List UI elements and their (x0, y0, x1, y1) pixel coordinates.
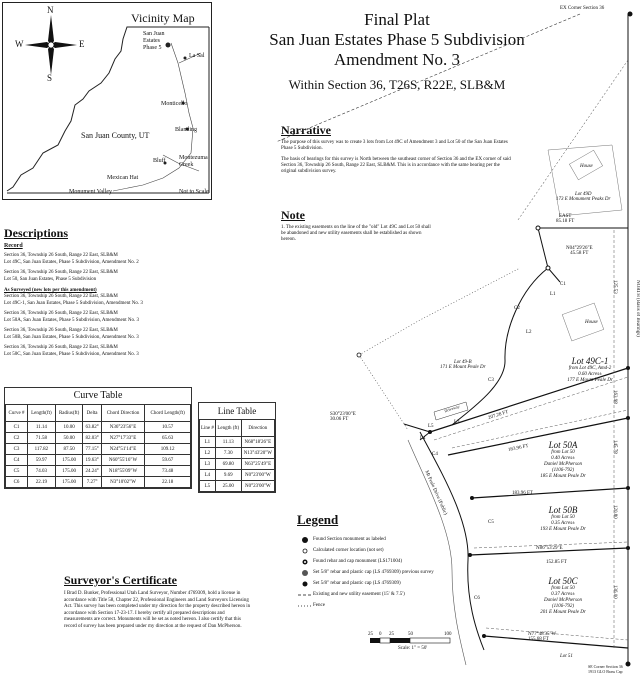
surveyor-certificate (64, 573, 254, 630)
table-cell: 82.03° (83, 433, 101, 444)
scale-tick: 25 (368, 632, 373, 637)
legend-text: Set 5/8" rebar and plastic cap (LS 4769309) previous survey (313, 570, 434, 575)
table-cell: L5 (200, 481, 216, 492)
surveyor-heading: Surveyor's Certificate (64, 573, 177, 587)
line-label: L4 (420, 436, 426, 441)
compass-e: E (79, 39, 85, 49)
vicinity-monticello: Monticello (161, 101, 188, 107)
curve-table-title: Curve Table (73, 390, 123, 401)
surveyed-description: Section 36, Township 26 South, Range 22 East, SLB&M Lot 50B, San Juan Estates, Phase 5 Subdivision, Amendment No. 3 (4, 328, 139, 340)
table-cell: 25.00 (215, 481, 241, 492)
line-header: Length (ft) (215, 420, 241, 437)
line-header: Direction (241, 420, 274, 437)
vicinity-monument-valley: Monument Valley (69, 189, 113, 195)
table-cell: 19.63° (83, 455, 101, 466)
table-cell: 175.00 (55, 455, 83, 466)
curve-label: C2 (514, 306, 520, 311)
legend-text: Found rebar and cap monument (LS171004) (313, 559, 403, 564)
vicinity-blanding: Blanding (175, 127, 197, 133)
lot-50a-title: Lot 50A (548, 440, 578, 450)
table-cell: 71.58 (27, 433, 55, 444)
line-label: L5 (428, 424, 434, 429)
table-cell: 10.57 (145, 422, 191, 433)
narrative-heading: Narrative (281, 123, 331, 137)
lot-49c1-title: Lot 49C-1 (571, 356, 609, 366)
table-cell: C6 (6, 477, 28, 488)
narrative-paragraph: The purpose of this survey was to create 3 lots from Lot 49C of Amendment 3 and Lot 50 of the San Juan Estates Phase 5 Subdivision. (281, 140, 508, 151)
compass-w: W (15, 39, 24, 49)
north-basis-label: NORTH (Basis of Bearings) (635, 280, 640, 337)
plat-subdivision: San Juan Estates Phase 5 Subdivision (269, 30, 525, 49)
table-cell: 175.00 (55, 466, 83, 477)
table-cell: 11.13 (215, 437, 241, 448)
lot-51-label: Lot 51 (560, 654, 573, 659)
table-cell: 22.18 (145, 477, 191, 488)
legend-item (297, 578, 472, 589)
found-rebar-icon (301, 558, 309, 566)
table-cell: C5 (6, 466, 28, 477)
table-cell: 77.15° (83, 444, 101, 455)
lot-50a-detail: from Lot 50 0.40 Acres± Daniel McPherson (1106-792) 185 E Mount Peale Dr (540, 450, 586, 479)
easement-line-icon (298, 592, 312, 598)
vicinity-scale-note: Not to Scale (179, 189, 209, 195)
line-label: L3 (454, 420, 460, 425)
legend-text: Existing and new utility easement (15' & 7.5') (313, 592, 405, 597)
s30-call-label: S30°23'00"E 30.06 FT (330, 412, 356, 422)
east-dim-label: 163.98 (612, 390, 617, 404)
east-call-label: EAST 85.18 FT (556, 214, 575, 224)
lot-50c-title: Lot 50C (548, 576, 578, 586)
legend-item (297, 556, 472, 567)
table-cell: 109.12 (145, 444, 191, 455)
note-heading: Note (281, 208, 305, 222)
line-header: Line # (200, 420, 216, 437)
scale-tick: 0 (379, 632, 382, 637)
table-cell: 59.97 (27, 455, 55, 466)
plat-location: Within Section 36, T26S, R22E, SLB&M (288, 77, 506, 92)
descriptions-heading: Descriptions (4, 226, 68, 240)
table-cell: N0°23'00"W (241, 481, 274, 492)
table-cell: 63.82° (83, 422, 101, 433)
table-cell: 24.24° (83, 466, 101, 477)
driveway-label: Driveway (443, 403, 461, 414)
vicinity-la-sal: La Sal (189, 53, 205, 59)
table-cell: N60°55'16"W (101, 455, 145, 466)
table-cell: 69.80 (215, 459, 241, 470)
line-label: L2 (526, 330, 532, 335)
vicinity-map-title: Vicinity Map (131, 11, 195, 25)
set-rebar-previous-icon (301, 569, 309, 577)
table-cell: 117.82 (27, 444, 55, 455)
scale-tick: 25 (389, 632, 394, 637)
table-cell: C1 (6, 422, 28, 433)
curve-header: Chord Direction (101, 405, 145, 422)
vicinity-county: San Juan County, UT (81, 131, 150, 140)
house-label: House (580, 164, 593, 169)
table-cell: C4 (6, 455, 28, 466)
curve-label: C3 (488, 378, 494, 383)
table-cell: N24°51'14"E (101, 444, 145, 455)
curve-label: C5 (488, 520, 494, 525)
lot-50b-label (524, 505, 602, 533)
table-cell: C3 (6, 444, 28, 455)
lot-50b-title: Lot 50B (548, 505, 578, 515)
plat-amendment: Amendment No. 3 (333, 50, 461, 69)
lot-49b-label: Lot 49-B 171 E Mount Peale Dr (440, 360, 486, 370)
curve-header: Curve # (6, 405, 28, 422)
section-monument-icon (628, 12, 633, 17)
curve-label: C4 (432, 452, 438, 457)
legend-text: Fence (313, 603, 325, 608)
table-cell: N3°10'02"W (101, 477, 145, 488)
record-heading: Record (4, 243, 23, 249)
table-cell: 73.48 (145, 466, 191, 477)
table-cell: L3 (200, 459, 216, 470)
vicinity-mexican-hat: Mexican Hat (107, 175, 139, 181)
table-cell: L2 (200, 448, 216, 459)
table-cell: N13°43'20"W (241, 448, 274, 459)
curve-header: Radius(ft) (55, 405, 83, 422)
east-dim-label: 136.00 (612, 585, 617, 599)
table-cell: 22.19 (27, 477, 55, 488)
legend-heading: Legend (297, 512, 339, 527)
set-rebar-icon (301, 580, 309, 588)
surveyed-description: Section 36, Township 26 South, Range 22 East, SLB&M Lot 50C, San Juan Estates, Phase 5 Subdivision, Amendment No. 3 (4, 345, 139, 357)
legend-item (297, 567, 472, 578)
vicinity-project-label: San Juan Estates Phase 5 (143, 31, 165, 51)
legend-item (297, 545, 472, 556)
legend-text: Set 5/8" rebar and plastic cap (LS 4769309) (313, 581, 401, 586)
table-cell: 7.30 (215, 448, 241, 459)
scale-label: Scale: 1" = 50' (398, 646, 428, 651)
table-cell: 50.00 (55, 433, 83, 444)
curve-label: C6 (474, 596, 480, 601)
lot-49c1-label (550, 356, 630, 384)
table-cell: N27°17'33"E (101, 433, 145, 444)
record-description: Section 36, Township 26 South, Range 22 East, SLB&M Lot 50, San Juan Estates, Phase 5 Subdivision (4, 270, 118, 282)
table-cell: 11.14 (27, 422, 55, 433)
vicinity-montezuma: Montezuma Creek (179, 155, 208, 168)
table-cell: N36°23'56"E (101, 422, 145, 433)
lot-50b-detail: from Lot 50 0.35 Acres± 193 E Mount Peale Dr (540, 515, 586, 532)
table-cell: N68°18'26"E (241, 437, 274, 448)
table-cell: 9.69 (215, 470, 241, 481)
house-label: House (585, 320, 598, 325)
table-cell: L4 (200, 470, 216, 481)
road-label: Mt Peale Drive (Public) (423, 470, 448, 516)
line-label: L1 (550, 292, 556, 297)
table-cell: 10.00 (55, 422, 83, 433)
line-table-title: Line Table (217, 406, 257, 416)
legend-text: Calculated corner location (not set) (313, 548, 384, 553)
table-cell: N63°25'49"E (241, 459, 274, 470)
east-dim-label: 120.80 (612, 505, 617, 519)
boundary-call-label: 183.96 FT (512, 491, 533, 496)
east-dim-label: 125.53 (612, 280, 617, 294)
table-cell: N18°55'09"W (101, 466, 145, 477)
lot-50a-label (524, 440, 602, 480)
table-cell: 59.67 (145, 455, 191, 466)
lot-50c-label (524, 576, 602, 616)
legend (297, 512, 472, 611)
lot-49c1-detail: from Lot 49C, Amd-2 0.60 Acres± 177 E Mount Peale Dr (567, 366, 613, 383)
surveyed-description: Section 36, Township 26 South, Range 22 East, SLB&M Lot 49C-1, San Juan Estates, Phase 5 Subdivision, Amendment No. 3 (4, 294, 143, 306)
curve-header: Delta (83, 405, 101, 422)
note-paragraph: 1. The existing easements on the line of the "old" Lot 49C and Lot 50 shall be abandoned and new utility easements shall be established as shown hereon. (281, 225, 431, 242)
record-description: Section 36, Township 26 South, Range 22 East, SLB&M Lot 49C, San Juan Estates, Phase 5 Subdivision, Amendment No. 2 (4, 253, 139, 265)
table-cell: 65.63 (145, 433, 191, 444)
boundary-call-label: 207.28 FT (487, 409, 510, 422)
vicinity-bluff: Bluff (153, 158, 166, 164)
compass-s: S (47, 73, 53, 83)
narrative-paragraph: The basis of bearings for this survey is North between the southeast corner of Section 36 and the EX corner of said Section 36, Township 26 South, Range 22 East, SLB&M. This is in accordance with the same bearing per the original subdivision survey. (281, 157, 511, 174)
n86-call-label: N86°53'29"E (536, 546, 563, 551)
surveyed-heading: As Surveyed (new lots per this amendment) (4, 288, 97, 293)
table-cell: C2 (6, 433, 28, 444)
scale-bar (370, 638, 450, 643)
surveyor-text: I Brad D. Bunker, Professional Utah Land Surveyor, Number 4769309, hold a license in accordance with Title 58, Chapter 22, Professional Engineers and Land Surveyors Licensing Act. This survey has been completed under my direction for the property described hereon in accordance with Section 17-23-17. I hereby certify all prepared descriptions and measurements are correct. Monuments will be set as noted hereon. I also certify that this record of survey has been prepared under my direction at the request of Dan McPherson. (64, 591, 251, 629)
section-monument-icon (301, 536, 309, 544)
surveyed-description: Section 36, Township 26 South, Range 22 East, SLB&M Lot 50A, San Juan Estates, Phase 5 Subdivision, Amendment No. 3 (4, 311, 139, 323)
table-cell: 74.03 (27, 466, 55, 477)
east-dim-label: 145.78 (612, 440, 617, 454)
n86-dist-label: 152.85 FT (546, 560, 567, 565)
legend-item (297, 600, 472, 611)
scale-tick: 50 (408, 632, 413, 637)
table-cell: 175.00 (55, 477, 83, 488)
legend-item (297, 534, 472, 545)
curve-header: Chord Length(ft) (145, 405, 191, 422)
boundary-call-label: 183.96 FT (507, 443, 530, 454)
ex-corner-label: EX Corner Section 36 (560, 6, 605, 11)
plat-title: Final Plat (364, 10, 430, 29)
calculated-corner-icon (301, 547, 309, 555)
scale-tick: 100 (444, 632, 452, 637)
n77-call-label: N77°48'35"W 155.68 FT (528, 632, 557, 642)
lot-50c-detail: from Lot 50 0.37 Acres± Daniel McPherson (1106-792) 201 E Mount Peale Dr (540, 586, 586, 615)
n04-call-label: N04°29'26"E 45.58 FT (566, 246, 593, 256)
fence-line-icon (298, 603, 312, 609)
table-cell: L1 (200, 437, 216, 448)
lot-49d-label: Lot 49D 173 E Monument Peaks Dr (556, 192, 611, 202)
section-monument-icon (626, 662, 631, 667)
compass-n: N (47, 5, 54, 15)
table-cell: 87.50 (55, 444, 83, 455)
table-cell: 7.27° (83, 477, 101, 488)
se-corner-label: SE Corner Section 36 1913 GLO Brass Cap (588, 664, 623, 674)
legend-text: Found Section monument as labeled (313, 537, 386, 542)
legend-item (297, 589, 472, 600)
table-cell: N0°23'00"W (241, 470, 274, 481)
curve-header: Length(ft) (27, 405, 55, 422)
curve-label: C1 (560, 282, 566, 287)
